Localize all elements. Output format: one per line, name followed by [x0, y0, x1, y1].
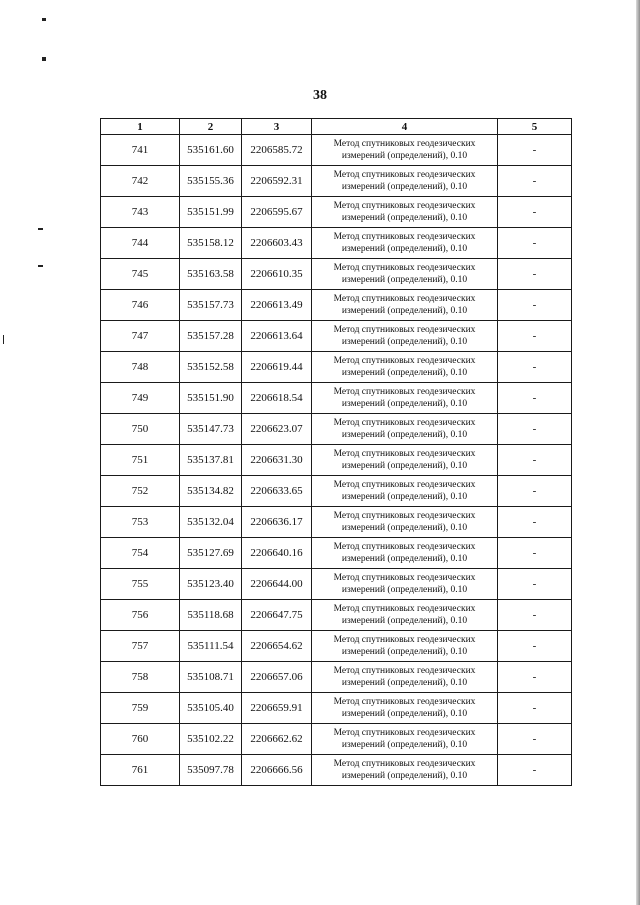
method-text-line: Метод спутниковых геодезических [333, 170, 476, 180]
method-text-line: Метод спутниковых геодезических [333, 604, 476, 614]
point-number-cell: 761 [101, 755, 180, 786]
method-text-line: измерений (определений), 0.10 [341, 678, 468, 688]
table-row [101, 755, 572, 786]
method-text-line: измерений (определений), 0.10 [341, 709, 468, 719]
point-number-cell: 743 [101, 197, 180, 228]
method-cell [312, 197, 498, 228]
y-coordinate-cell: 2206623.07 [242, 414, 312, 445]
point-number-cell: 754 [101, 538, 180, 569]
method-cell [312, 383, 498, 414]
method-cell [312, 507, 498, 538]
point-number-cell: 753 [101, 507, 180, 538]
table-body [101, 135, 572, 786]
method-text-line: Метод спутниковых геодезических [333, 728, 476, 738]
y-coordinate-cell: 2206619.44 [242, 352, 312, 383]
method-cell [312, 321, 498, 352]
method-text-line: измерений (определений), 0.10 [341, 647, 468, 657]
table-row [101, 538, 572, 569]
y-coordinate-cell: 2206633.65 [242, 476, 312, 507]
point-number-cell: 749 [101, 383, 180, 414]
method-cell [312, 538, 498, 569]
y-coordinate-cell: 2206657.06 [242, 662, 312, 693]
y-coordinate-cell: 2206647.75 [242, 600, 312, 631]
x-coordinate-cell: 535157.28 [180, 321, 242, 352]
method-cell [312, 662, 498, 693]
method-cell [312, 135, 498, 166]
method-text-line: Метод спутниковых геодезических [333, 356, 476, 366]
point-number-cell: 755 [101, 569, 180, 600]
y-coordinate-cell: 2206666.56 [242, 755, 312, 786]
point-number-cell: 757 [101, 631, 180, 662]
method-text-line: измерений (определений), 0.10 [341, 771, 468, 781]
x-coordinate-cell: 535097.78 [180, 755, 242, 786]
x-coordinate-cell: 535158.12 [180, 228, 242, 259]
column-5-cell: - [498, 135, 572, 166]
point-number-cell: 746 [101, 290, 180, 321]
y-coordinate-cell: 2206585.72 [242, 135, 312, 166]
table-row [101, 507, 572, 538]
column-5-cell: - [498, 507, 572, 538]
scan-mark [42, 57, 46, 61]
coordinates-table [100, 118, 572, 786]
method-text-line: Метод спутниковых геодезических [333, 232, 476, 242]
table-row [101, 569, 572, 600]
y-coordinate-cell: 2206631.30 [242, 445, 312, 476]
point-number-cell: 744 [101, 228, 180, 259]
column-5-cell: - [498, 445, 572, 476]
x-coordinate-cell: 535155.36 [180, 166, 242, 197]
method-text-line: измерений (определений), 0.10 [341, 306, 468, 316]
column-5-cell: - [498, 662, 572, 693]
column-5-cell: - [498, 538, 572, 569]
column-5-cell: - [498, 476, 572, 507]
y-coordinate-cell: 2206640.16 [242, 538, 312, 569]
method-text-line: Метод спутниковых геодезических [333, 666, 476, 676]
method-text-line: Метод спутниковых геодезических [333, 480, 476, 490]
method-text-line: измерений (определений), 0.10 [341, 337, 468, 347]
column-5-cell: - [498, 259, 572, 290]
method-text-line: Метод спутниковых геодезических [333, 325, 476, 335]
table-row [101, 290, 572, 321]
method-text-line: Метод спутниковых геодезических [333, 449, 476, 459]
page-number: 38 [313, 88, 327, 103]
x-coordinate-cell: 535157.73 [180, 290, 242, 321]
x-coordinate-cell: 535118.68 [180, 600, 242, 631]
method-cell [312, 259, 498, 290]
column-5-cell: - [498, 693, 572, 724]
point-number-cell: 748 [101, 352, 180, 383]
method-text-line: измерений (определений), 0.10 [341, 244, 468, 254]
column-header: 1 [101, 119, 180, 135]
table-row [101, 662, 572, 693]
point-number-cell: 756 [101, 600, 180, 631]
x-coordinate-cell: 535151.90 [180, 383, 242, 414]
method-text-line: измерений (определений), 0.10 [341, 585, 468, 595]
point-number-cell: 750 [101, 414, 180, 445]
column-5-cell: - [498, 383, 572, 414]
x-coordinate-cell: 535132.04 [180, 507, 242, 538]
method-text-line: измерений (определений), 0.10 [341, 275, 468, 285]
method-text-line: Метод спутниковых геодезических [333, 201, 476, 211]
x-coordinate-cell: 535163.58 [180, 259, 242, 290]
y-coordinate-cell: 2206595.67 [242, 197, 312, 228]
point-number-cell: 742 [101, 166, 180, 197]
method-text-line: Метод спутниковых геодезических [333, 759, 476, 769]
method-text-line: измерений (определений), 0.10 [341, 213, 468, 223]
column-5-cell: - [498, 414, 572, 445]
table-row [101, 600, 572, 631]
point-number-cell: 752 [101, 476, 180, 507]
y-coordinate-cell: 2206613.49 [242, 290, 312, 321]
x-coordinate-cell: 535127.69 [180, 538, 242, 569]
column-5-cell: - [498, 228, 572, 259]
method-cell [312, 693, 498, 724]
scan-mark [38, 228, 43, 230]
scan-mark [38, 265, 43, 267]
method-cell [312, 166, 498, 197]
x-coordinate-cell: 535108.71 [180, 662, 242, 693]
point-number-cell: 745 [101, 259, 180, 290]
x-coordinate-cell: 535152.58 [180, 352, 242, 383]
table-row [101, 383, 572, 414]
method-text-line: измерений (определений), 0.10 [341, 430, 468, 440]
y-coordinate-cell: 2206610.35 [242, 259, 312, 290]
column-5-cell: - [498, 321, 572, 352]
column-5-cell: - [498, 600, 572, 631]
y-coordinate-cell: 2206603.43 [242, 228, 312, 259]
y-coordinate-cell: 2206654.62 [242, 631, 312, 662]
column-5-cell: - [498, 724, 572, 755]
x-coordinate-cell: 535111.54 [180, 631, 242, 662]
method-text-line: Метод спутниковых геодезических [333, 511, 476, 521]
method-cell [312, 569, 498, 600]
x-coordinate-cell: 535151.99 [180, 197, 242, 228]
method-text-line: измерений (определений), 0.10 [341, 182, 468, 192]
table-row [101, 166, 572, 197]
x-coordinate-cell: 535137.81 [180, 445, 242, 476]
method-text-line: измерений (определений), 0.10 [341, 399, 468, 409]
column-5-cell: - [498, 166, 572, 197]
table-row [101, 321, 572, 352]
method-cell [312, 445, 498, 476]
method-text-line: измерений (определений), 0.10 [341, 368, 468, 378]
y-coordinate-cell: 2206659.91 [242, 693, 312, 724]
point-number-cell: 741 [101, 135, 180, 166]
method-cell [312, 600, 498, 631]
method-cell [312, 352, 498, 383]
x-coordinate-cell: 535102.22 [180, 724, 242, 755]
table-row [101, 631, 572, 662]
column-5-cell: - [498, 569, 572, 600]
table-row [101, 135, 572, 166]
table-row [101, 228, 572, 259]
column-5-cell: - [498, 631, 572, 662]
column-header: 2 [180, 119, 242, 135]
table-row [101, 352, 572, 383]
column-header: 4 [312, 119, 498, 135]
method-text-line: Метод спутниковых геодезических [333, 635, 476, 645]
method-cell [312, 755, 498, 786]
y-coordinate-cell: 2206592.31 [242, 166, 312, 197]
table-header-row [101, 119, 572, 135]
x-coordinate-cell: 535147.73 [180, 414, 242, 445]
method-text-line: Метод спутниковых геодезических [333, 387, 476, 397]
method-text-line: измерений (определений), 0.10 [341, 492, 468, 502]
method-text-line: Метод спутниковых геодезических [333, 263, 476, 273]
y-coordinate-cell: 2206613.64 [242, 321, 312, 352]
method-text-line: измерений (определений), 0.10 [341, 616, 468, 626]
method-text-line: Метод спутниковых геодезических [333, 542, 476, 552]
x-coordinate-cell: 535134.82 [180, 476, 242, 507]
table-row [101, 259, 572, 290]
table-row [101, 197, 572, 228]
table-row [101, 724, 572, 755]
column-5-cell: - [498, 290, 572, 321]
table-row [101, 476, 572, 507]
point-number-cell: 758 [101, 662, 180, 693]
column-header: 3 [242, 119, 312, 135]
y-coordinate-cell: 2206618.54 [242, 383, 312, 414]
scan-edge [636, 0, 640, 905]
method-text-line: Метод спутниковых геодезических [333, 573, 476, 583]
point-number-cell: 751 [101, 445, 180, 476]
method-text-line: Метод спутниковых геодезических [333, 139, 476, 149]
point-number-cell: 760 [101, 724, 180, 755]
scan-mark [42, 18, 46, 21]
method-text-line: Метод спутниковых геодезических [333, 697, 476, 707]
column-header: 5 [498, 119, 572, 135]
method-text-line: измерений (определений), 0.10 [341, 151, 468, 161]
scan-mark [3, 335, 4, 344]
column-5-cell: - [498, 197, 572, 228]
point-number-cell: 747 [101, 321, 180, 352]
method-text-line: Метод спутниковых геодезических [333, 418, 476, 428]
column-5-cell: - [498, 755, 572, 786]
point-number-cell: 759 [101, 693, 180, 724]
table-row [101, 693, 572, 724]
method-text-line: Метод спутниковых геодезических [333, 294, 476, 304]
y-coordinate-cell: 2206636.17 [242, 507, 312, 538]
method-text-line: измерений (определений), 0.10 [341, 461, 468, 471]
table-row [101, 445, 572, 476]
x-coordinate-cell: 535123.40 [180, 569, 242, 600]
method-text-line: измерений (определений), 0.10 [341, 523, 468, 533]
method-text-line: измерений (определений), 0.10 [341, 554, 468, 564]
method-cell [312, 631, 498, 662]
method-cell [312, 228, 498, 259]
x-coordinate-cell: 535161.60 [180, 135, 242, 166]
x-coordinate-cell: 535105.40 [180, 693, 242, 724]
method-cell [312, 414, 498, 445]
method-cell [312, 290, 498, 321]
table-row [101, 414, 572, 445]
method-cell [312, 476, 498, 507]
y-coordinate-cell: 2206644.00 [242, 569, 312, 600]
method-cell [312, 724, 498, 755]
column-5-cell: - [498, 352, 572, 383]
y-coordinate-cell: 2206662.62 [242, 724, 312, 755]
method-text-line: измерений (определений), 0.10 [341, 740, 468, 750]
